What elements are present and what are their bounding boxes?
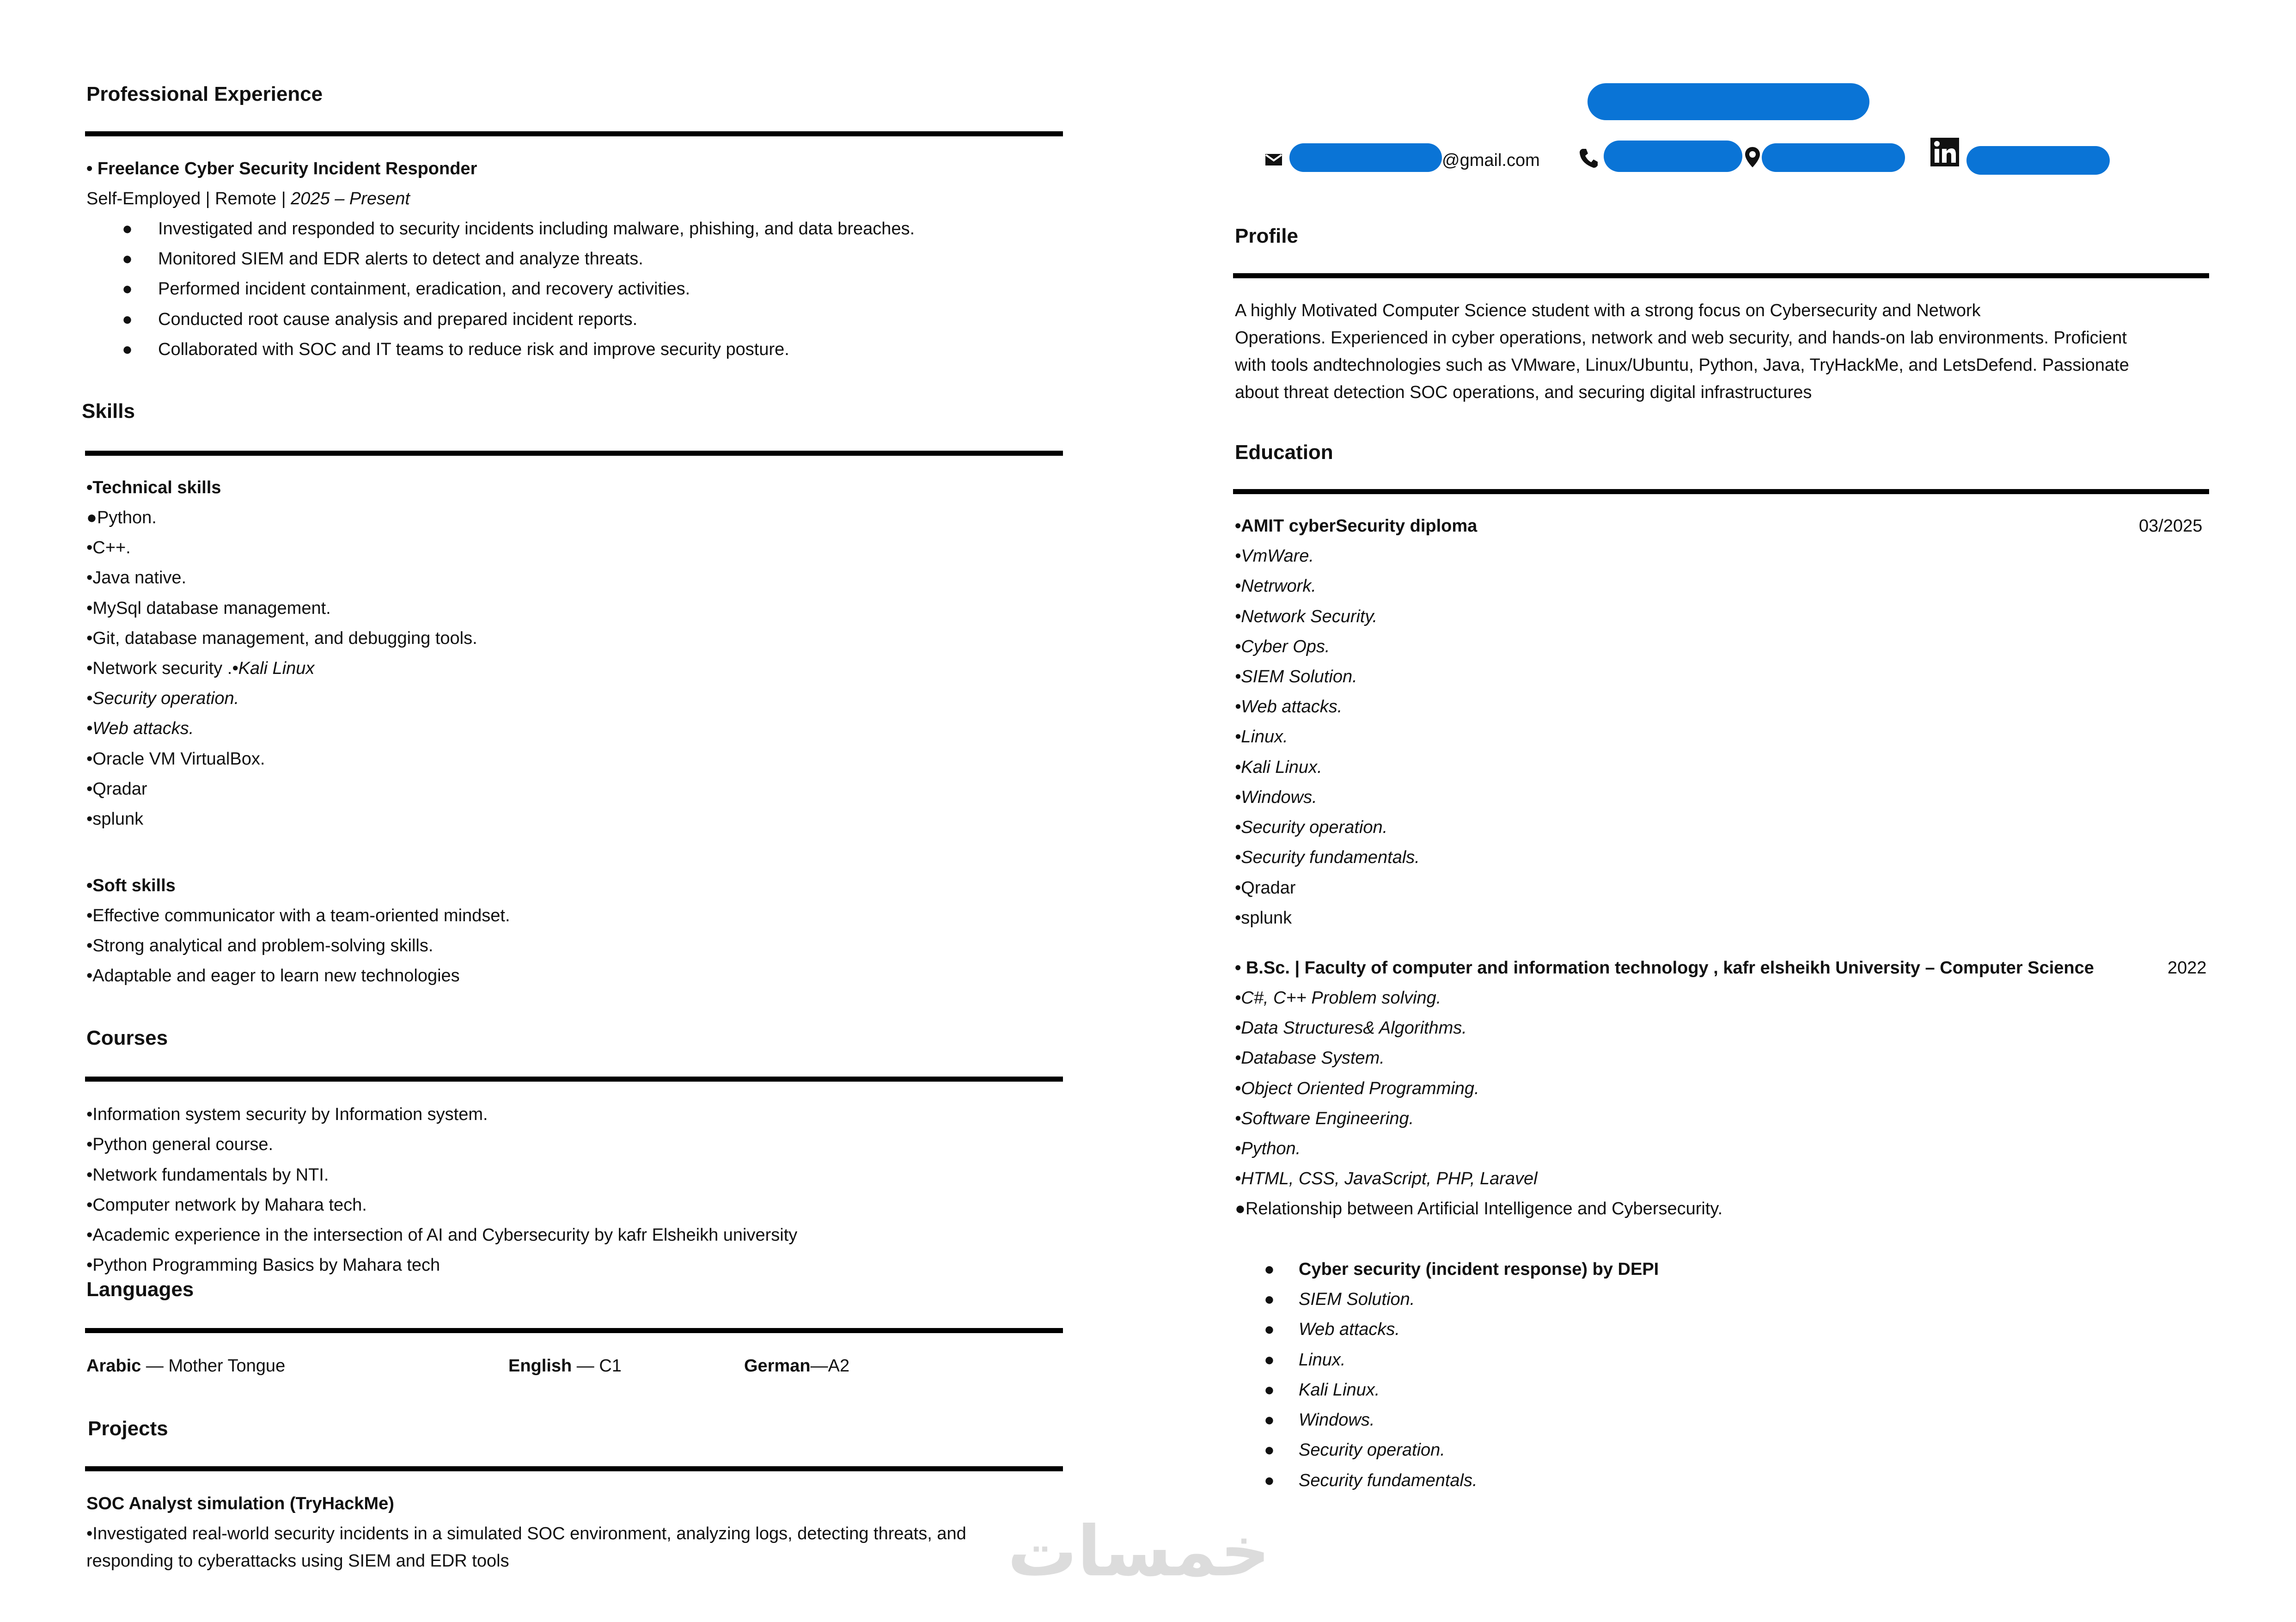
experience-bullet: ● Performed incident containment, eradication, and recovery activities.	[122, 279, 690, 299]
profile-rule	[1233, 273, 2209, 278]
experience-bullet: ● Investigated and responded to security incidents including malware, phishing, and data breaches.	[122, 219, 915, 239]
skill-item: •Network security .•Kali Linux	[86, 659, 315, 678]
edu-bsc-item: •Software Engineering.	[1235, 1109, 1414, 1128]
edu-bsc-date: 2022	[2168, 958, 2207, 978]
edu-depi-item: ● Web attacks.	[1264, 1320, 1400, 1339]
edu-bsc-item: •C#, C++ Problem solving.	[1235, 988, 1441, 1008]
edu-amit-item: •Linux.	[1235, 727, 1288, 747]
course-item: •Network fundamentals by NTI.	[86, 1165, 329, 1185]
education-rule	[1233, 489, 2209, 494]
job-employer-line	[86, 187, 410, 210]
edu-amit-item: •SIEM Solution.	[1235, 667, 1357, 686]
profile-heading: Profile	[1235, 225, 1298, 247]
skills-rule	[85, 451, 1063, 456]
job-employer: Self-Employed | Remote |	[86, 189, 291, 208]
projects-heading: Projects	[88, 1417, 168, 1440]
experience-heading: Professional Experience	[86, 83, 323, 105]
course-item: •Information system security by Information system.	[86, 1105, 488, 1124]
phone-icon	[1579, 148, 1598, 168]
edu-bsc-title: • B.Sc. | Faculty of computer and information technology , kafr elsheikh University – Computer Science	[1235, 958, 2094, 978]
experience-bullet: ● Collaborated with SOC and IT teams to reduce risk and improve security posture.	[122, 340, 789, 359]
skill-item: •Qradar	[86, 779, 147, 799]
profile-text: A highly Motivated Computer Science student with a strong focus on Cybersecurity and Network	[1235, 301, 1981, 320]
profile-text: with tools andtechnologies such as VMware, Linux/Ubuntu, Python, Java, TryHackMe, and LetsDefend. Passionate	[1235, 355, 2129, 375]
location-pin-icon	[1744, 146, 1761, 168]
skill-item: •Oracle VM VirtualBox.	[86, 749, 265, 769]
project-title: SOC Analyst simulation (TryHackMe)	[86, 1494, 394, 1513]
edu-depi-item: ● SIEM Solution.	[1264, 1290, 1415, 1309]
skill-item: •Web attacks.	[86, 719, 194, 738]
soft-skill-item: •Adaptable and eager to learn new technologies	[86, 966, 460, 985]
skill-item: •Git, database management, and debugging tools.	[86, 629, 477, 648]
edu-depi-item: ● Linux.	[1264, 1350, 1346, 1370]
experience-bullet: ● Conducted root cause analysis and prepared incident reports.	[122, 310, 638, 329]
courses-rule	[85, 1077, 1063, 1082]
edu-depi-item: ● Security operation.	[1264, 1440, 1445, 1460]
skill-item: •MySql database management.	[86, 599, 331, 618]
edu-bsc-item: •Data Structures& Algorithms.	[1235, 1018, 1467, 1038]
projects-rule	[85, 1466, 1063, 1471]
soft-skill-item: •Effective communicator with a team-oriented mindset.	[86, 906, 510, 925]
edu-amit-date: 03/2025	[2139, 516, 2203, 536]
skill-item: ●Python.	[86, 508, 157, 527]
edu-amit-item: •Qradar	[1235, 878, 1296, 898]
project-description: •Investigated real-world security incidents in a simulated SOC environment, analyzing logs, detecting threats, and	[86, 1524, 966, 1543]
redacted-linkedin	[1966, 146, 2110, 175]
edu-bsc-item: •Database System.	[1235, 1048, 1385, 1068]
edu-amit-item: •Network Security.	[1235, 607, 1378, 626]
course-item: •Python Programming Basics by Mahara tech	[86, 1255, 440, 1275]
edu-amit-item: •Kali Linux.	[1235, 758, 1322, 777]
edu-depi-item: ● Kali Linux.	[1264, 1380, 1380, 1400]
edu-amit-item: •Netrwork.	[1235, 576, 1316, 596]
mail-icon	[1265, 153, 1282, 166]
job-title: • Freelance Cyber Security Incident Responder	[86, 159, 477, 178]
language-item: German—A2	[744, 1356, 850, 1376]
profile-text: about threat detection SOC operations, and securing digital infrastructures	[1235, 383, 1812, 402]
redacted-email	[1289, 143, 1442, 172]
edu-amit-item: •Cyber Ops.	[1235, 637, 1330, 656]
edu-depi-item: ● Security fundamentals.	[1264, 1471, 1478, 1490]
languages-heading: Languages	[86, 1278, 194, 1301]
language-item: Arabic — Mother Tongue	[86, 1356, 286, 1376]
soft-skill-item: •Strong analytical and problem-solving skills.	[86, 936, 434, 955]
languages-rule	[85, 1328, 1063, 1333]
courses-heading: Courses	[86, 1027, 168, 1049]
edu-bsc-item: •HTML, CSS, JavaScript, PHP, Laravel	[1235, 1169, 1538, 1188]
soft-skills-heading: •Soft skills	[86, 876, 176, 895]
skill-item: •splunk	[86, 809, 144, 829]
skills-heading: Skills	[82, 400, 135, 422]
watermark-logo: خمسات	[1008, 1512, 1270, 1590]
education-heading: Education	[1235, 441, 1333, 464]
course-item: •Computer network by Mahara tech.	[86, 1195, 367, 1215]
contact-email: @gmail.com	[1442, 151, 1540, 170]
skill-item: •Security operation.	[86, 689, 239, 708]
experience-rule	[85, 131, 1063, 136]
skill-item: •C++.	[86, 538, 131, 557]
edu-amit-item: •Security operation.	[1235, 818, 1388, 837]
redacted-name	[1588, 83, 1869, 120]
edu-amit-item: •Windows.	[1235, 788, 1317, 807]
profile-text: Operations. Experienced in cyber operations, network and web security, and hands-on lab environments. Proficient	[1235, 328, 2127, 348]
job-period: 2025 – Present	[291, 189, 410, 208]
language-item: English — C1	[508, 1356, 622, 1376]
edu-amit-item: •splunk	[1235, 908, 1292, 928]
project-description: responding to cyberattacks using SIEM and EDR tools	[86, 1551, 509, 1571]
redacted-location	[1762, 143, 1905, 172]
edu-bsc-extra: ●Relationship between Artificial Intelligence and Cybersecurity.	[1235, 1199, 1723, 1218]
redacted-phone	[1604, 141, 1742, 172]
edu-amit-item: •Web attacks.	[1235, 697, 1343, 716]
linkedin-icon	[1930, 138, 1959, 166]
course-item: •Academic experience in the intersection of AI and Cybersecurity by kafr Elsheikh university	[86, 1225, 798, 1245]
experience-bullet: ● Monitored SIEM and EDR alerts to detect and analyze threats.	[122, 249, 643, 269]
skill-item: •Java native.	[86, 568, 187, 588]
edu-amit-title: •AMIT cyberSecurity diploma	[1235, 516, 1478, 536]
edu-amit-item: •VmWare.	[1235, 546, 1314, 566]
edu-bsc-item: •Python.	[1235, 1139, 1301, 1158]
edu-amit-item: •Security fundamentals.	[1235, 848, 1420, 867]
course-item: •Python general course.	[86, 1135, 274, 1154]
edu-depi-item: ● Windows.	[1264, 1410, 1375, 1430]
edu-depi-title: ● Cyber security (incident response) by DEPI	[1264, 1260, 1659, 1279]
technical-skills-heading: •Technical skills	[86, 478, 221, 497]
edu-bsc-item: •Object Oriented Programming.	[1235, 1079, 1479, 1098]
